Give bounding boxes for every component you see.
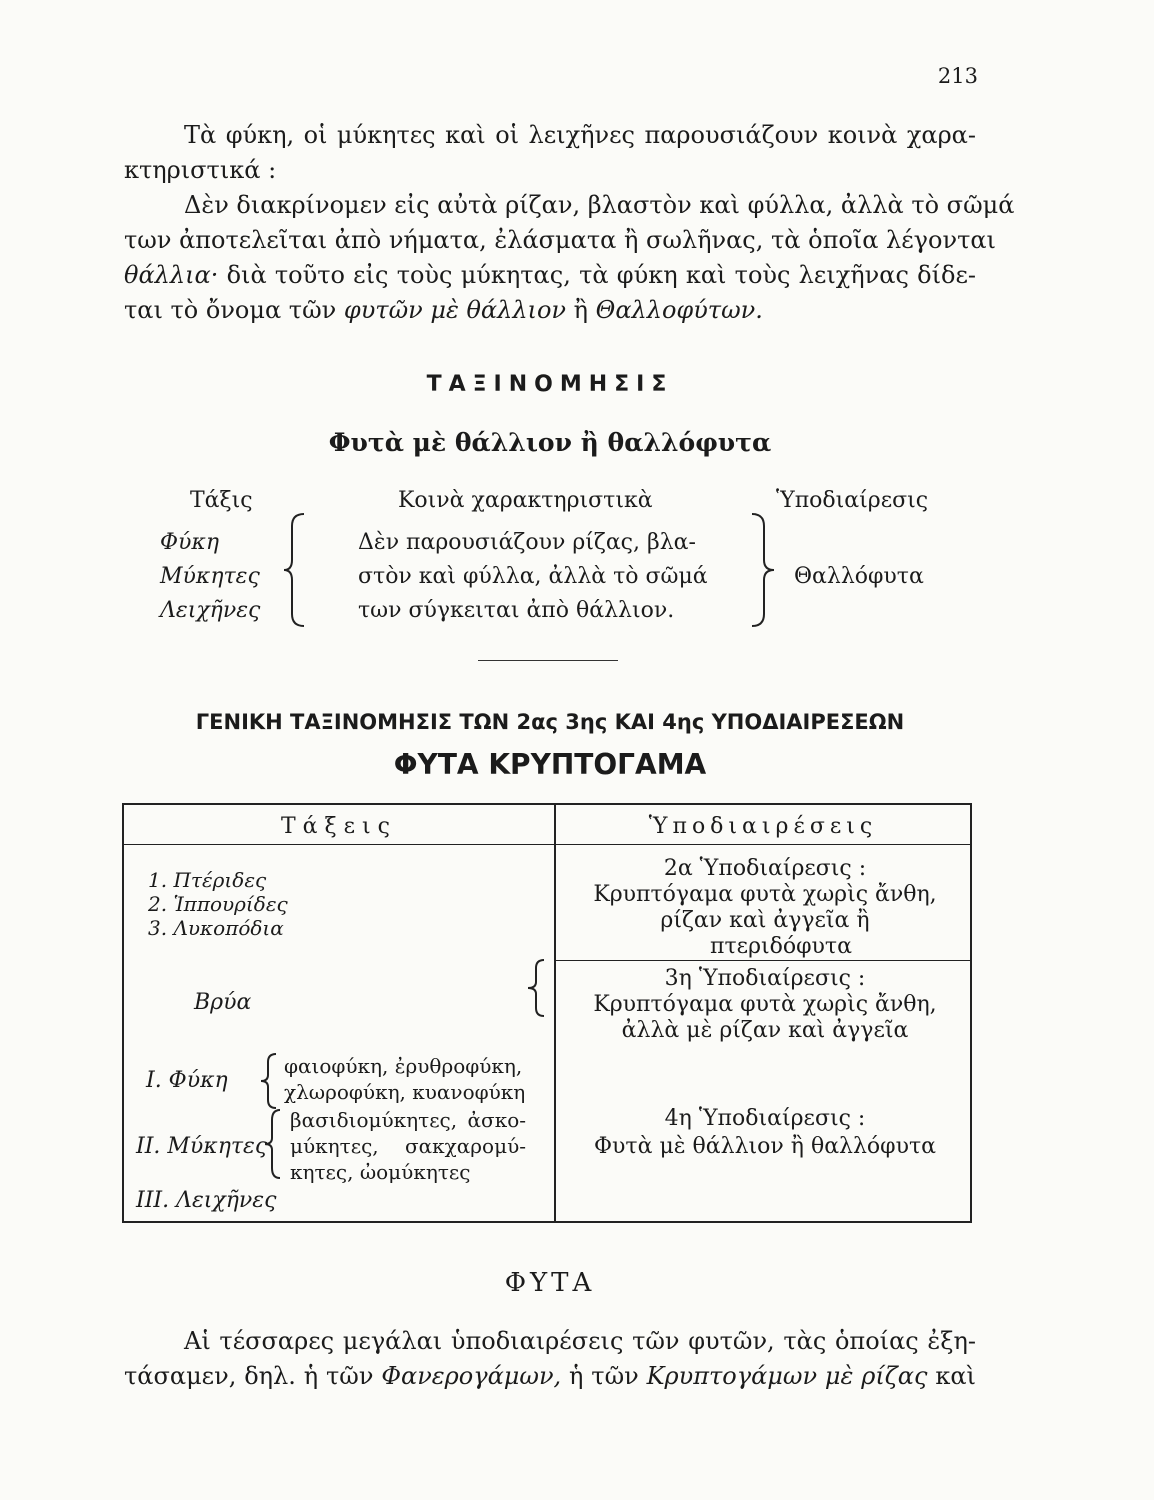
term-fyton-thallion: φυτῶν μὲ θάλλιον [343, 296, 566, 324]
col-header-subdivision: Ὑποδιαίρεσις [776, 488, 929, 513]
intro-line-2: κτηριστικά : [124, 156, 277, 184]
fyta-paragraph [124, 1324, 976, 1394]
fyki-brace [258, 1052, 280, 1110]
sub2-line-1: Κρυπτόγαμα φυτὰ χωρὶς ἄνθη, [593, 882, 937, 907]
fyta-title: ΦΥΤΑ [504, 1268, 596, 1298]
intro-line-6-text: ται τὸ ὄνομα τῶν [124, 296, 337, 324]
intro-line-3: Δὲν διακρίνομεν εἰς αὐτὰ ρίζαν, βλαστὸν καὶ φύλλα, ἀλλὰ τὸ σῶμά [184, 191, 1015, 219]
fyki-types-line-2: χλωροφύκη, κυανοφύκη [284, 1080, 526, 1104]
sub2-title: 2α Ὑποδιαίρεσις : [663, 856, 867, 881]
sub3-line-2: ἀλλὰ μὲ ρίζαν καὶ ἀγγεῖα [621, 1018, 909, 1043]
page-number: 213 [937, 64, 978, 88]
mykites-types-line-2: μύκητες, σακχαρομύ- [290, 1134, 526, 1158]
table-column-divider [554, 805, 556, 1221]
class-mykites: Μύκητες [160, 564, 260, 589]
term-fanerogamon: Φανερογάμων, [381, 1362, 562, 1390]
table-header-rule [124, 844, 970, 845]
group1-item-3: 3. Λυκοπόδια [148, 916, 284, 940]
sub2-line-2: ρίζαν καὶ ἀγγεῖα ἢ [660, 908, 870, 933]
right-brace [748, 512, 778, 628]
fyta-line-2-e: καὶ [935, 1362, 976, 1390]
intro-line-4: των ἀποτελεῖται ἀπὸ νήματα, ἐλάσματα ἢ σωλῆνας, τὰ ὁποῖα λέγονται [124, 226, 996, 254]
sub2-line-3: πτεριδόφυτα [710, 934, 852, 959]
class-leichines: Λειχῆνες [160, 598, 261, 623]
intro-line-5-text: διὰ τοῦτο εἰς τοὺς μύκητας, τὰ φύκη καὶ τοὺς λειχῆνας δίδε- [226, 261, 976, 289]
fyta-line-2 [124, 1359, 976, 1394]
row-divider-1 [556, 960, 970, 961]
class-mykites-label: II. Μύκητες [136, 1134, 268, 1159]
sub4-title: 4η Ὑποδιαίρεσις : [664, 1106, 866, 1131]
mykites-types-line-1: βασιδιομύκητες, ἀσκο- [290, 1108, 526, 1132]
group1-item-1: 1. Πτέριδες [148, 868, 267, 892]
general-title: ΓΕΝΙΚΗ ΤΑΞΙΝΟΜΗΣΙΣ ΤΩΝ 2ας 3ης ΚΑΙ 4ης ΥΠΟΔΙΑΙΡΕΣΕΩΝ [195, 710, 905, 734]
col-header-features: Κοινὰ χαρακτηριστικὰ [398, 488, 653, 513]
sub3-brace [524, 958, 550, 1018]
class-fyki: Φύκη [160, 530, 220, 555]
taxinomisis-title: ΤΑΞΙΝΟΜΗΣΙΣ [426, 372, 674, 397]
intro-line-5 [124, 258, 976, 293]
class-lichens-label: III. Λειχῆνες [136, 1188, 277, 1213]
term-kryptogamon: Κρυπτογάμων μὲ ρίζας [646, 1362, 928, 1390]
sub3-line-1: Κρυπτόγαμα φυτὰ χωρὶς ἄνθη, [593, 992, 937, 1017]
features-line-2: στὸν καὶ φύλλα, ἀλλὰ τὸ σῶμά [358, 564, 708, 589]
or-word: ἢ [573, 296, 589, 324]
features-line-3: των σύγκειται ἀπὸ θάλλιον. [358, 598, 675, 623]
intro-line-1: Τὰ φύκη, οἱ μύκητες καὶ οἱ λειχῆνες παρουσιάζουν κοινὰ χαρα- [184, 121, 976, 149]
term-thallofyton: Θαλλοφύτων. [595, 296, 763, 324]
class-vrya: Βρύα [194, 990, 252, 1015]
taxinomisis-subtitle: Φυτὰ μὲ θάλλιον ἢ θαλλόφυτα [328, 428, 772, 457]
sub3-title: 3η Ὑποδιαίρεσις : [664, 966, 866, 991]
left-brace [282, 512, 312, 628]
features-line-1: Δὲν παρουσιάζουν ρίζας, βλα- [358, 530, 696, 555]
fyta-line-2-c: ἡ τῶν [569, 1362, 639, 1390]
class-fyki-label: I. Φύκη [146, 1068, 228, 1093]
fyta-line-2-a: τάσαμεν, δηλ. ἡ τῶν [124, 1362, 374, 1390]
table-head-right: Ὑποδιαιρέσεις [648, 814, 878, 839]
sub4-line-1: Φυτὰ μὲ θάλλιον ἢ θαλλόφυτα [594, 1134, 936, 1159]
mykites-types-line-3: κητες, ὠομύκητες [290, 1160, 471, 1184]
group1-item-2: 2. Ἱππουρίδες [148, 892, 288, 916]
table-head-left: Τάξεις [281, 814, 397, 839]
fyki-types-line-1: φαιοφύκη, ἐρυθροφύκη, [284, 1054, 523, 1078]
subdivision-value: Θαλλόφυτα [794, 564, 924, 589]
intro-line-6 [124, 293, 976, 328]
fyta-line-1: Αἱ τέσσαρες μεγάλαι ὑποδιαιρέσεις τῶν φυτῶν, τὰς ὁποίας ἐξη- [184, 1327, 976, 1355]
mykites-brace [262, 1108, 284, 1180]
col-header-class: Τάξις [190, 488, 253, 513]
general-subtitle: ΦΥΤΑ ΚΡΥΠΤΟΓΑΜΑ [393, 748, 707, 781]
section-divider [478, 660, 618, 661]
intro-paragraph [124, 118, 1015, 328]
term-thallia: θάλλια· [124, 261, 219, 289]
